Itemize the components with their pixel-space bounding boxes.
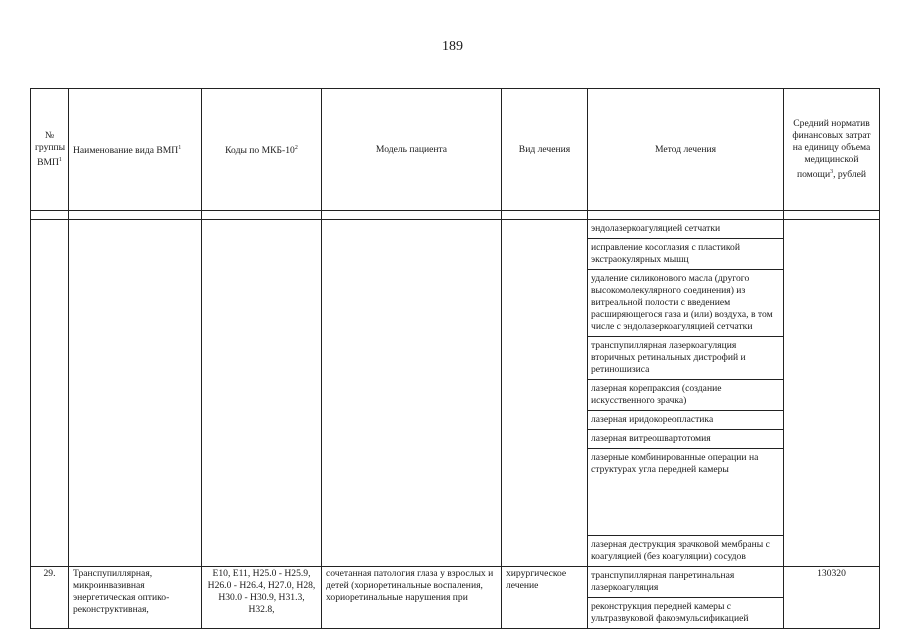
cell-empty [784,220,880,567]
treatment-type: хирургическое лечение [502,567,588,629]
header-row [31,89,880,211]
icd-codes: E10, E11, H25.0 - H25.9, H26.0 - H26.4, H27.0, H28, H30.0 - H30.9, H31.3, H32.8, [202,567,322,629]
method-item: транспупиллярная панретинальная лазеркоагуляция [588,567,784,598]
method-item: лазерная деструкция зрачковой мембраны с коагуляцией (без коагуляции) сосудов [588,536,784,567]
method-item: удаление силиконового масла (другого высокомолекулярного соединения) из витреальной полости с введением расширяющегося газа и (или) воздуха, в том числе с эндолазеркоагуляцией сетчатки [588,270,784,337]
table-row-29 [31,567,880,598]
header-name: Наименование вида ВМП$^1$ [69,89,202,211]
cost-value: 130320 [784,567,880,629]
header-treatment: Вид лечения [502,89,588,211]
header-method: Метод лечения [588,89,784,211]
vmp-table [30,88,880,629]
header-group: № группы ВМП$^1$ [31,89,69,211]
header-codes: Коды по МКБ-$10^2$ [202,89,322,211]
header-spacer-row [31,211,880,220]
method-item: эндолазеркоагуляцией сетчатки [588,220,784,239]
vmp-name: Транспупиллярная, микроинвазивная энергетическая оптико-реконструктивная, [69,567,202,629]
method-item: реконструкция передней камеры с ультразвуковой факоэмульсификацией [588,598,784,629]
header-norm: Средний норматив финансовых затрат на единицу объема медицинской помощи$^3$, рублей [784,89,880,211]
row-number: 29. [31,567,69,629]
patient-model: сочетанная патология глаза у взрослых и детей (хориоретинальные воспаления, хориоретинальные нарушения при [322,567,502,629]
page-number: 189 [442,39,463,54]
method-item: лазерные комбинированные операции на структурах угла передней камеры [588,449,784,536]
cell-empty [31,220,69,567]
table-frame [30,88,879,624]
method-item: лазерная иридокореопластика [588,411,784,430]
cell-empty [502,220,588,567]
header-model: Модель пациента [322,89,502,211]
cell-empty [69,220,202,567]
method-item: транспупиллярная лазеркоагуляция вторичных ретинальных дистрофий и ретиношизиса [588,337,784,380]
method-item: лазерная витреошвартотомия [588,430,784,449]
method-item: лазерная корепраксия (создание искусственного зрачка) [588,380,784,411]
cell-empty [322,220,502,567]
table-row [31,220,880,239]
method-item: исправление косоглазия с пластикой экстраокулярных мышц [588,239,784,270]
cell-empty [202,220,322,567]
